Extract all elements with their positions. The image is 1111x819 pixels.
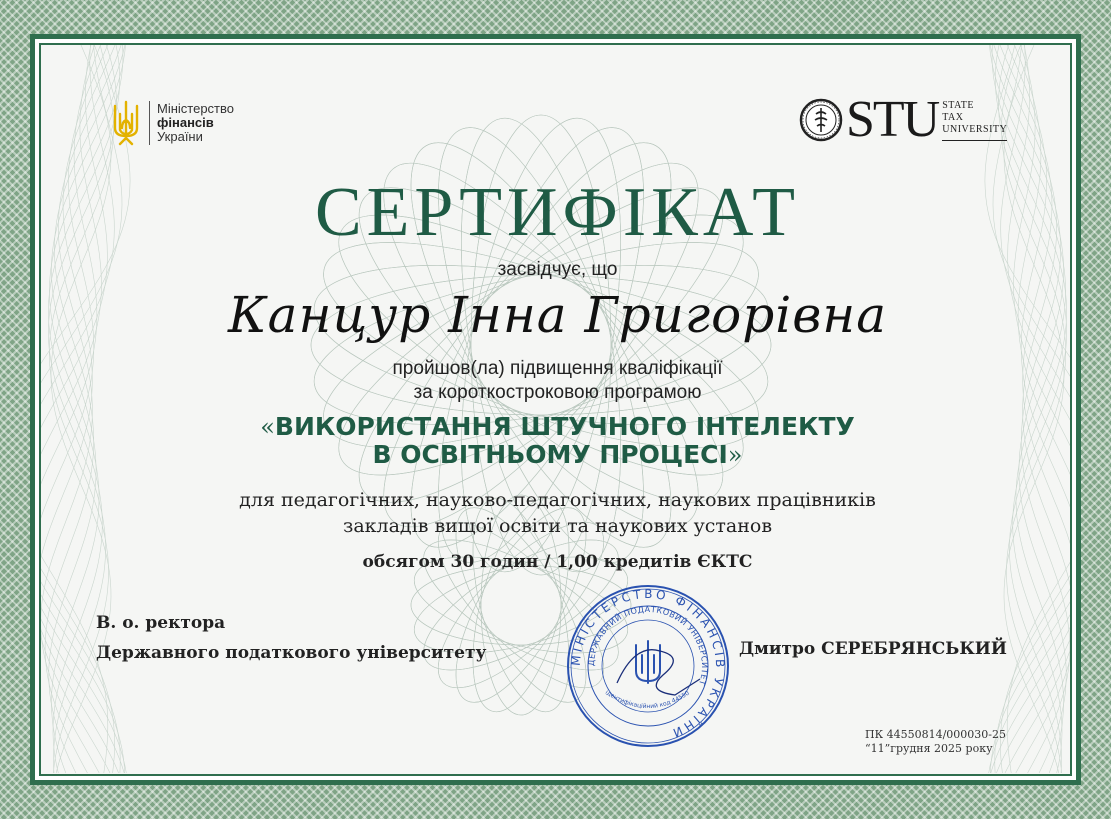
signer-position-line-2: Державного податкового університету	[96, 643, 487, 663]
university-line-3: UNIVERSITY	[942, 123, 1008, 135]
signer-position-line-1: В. о. ректора	[96, 613, 226, 633]
signer-name: Дмитро СЕРЕБРЯНСЬКИЙ	[739, 639, 1007, 659]
program-title-line-1	[41, 413, 1072, 441]
ministry-line-2: фінансів	[157, 115, 214, 130]
program-intro: за короткостроковою програмою	[413, 382, 702, 403]
quote-close: »	[727, 441, 743, 469]
document-reference	[865, 728, 1006, 756]
completion-text: пройшов(ла) підвищення кваліфікації	[392, 358, 723, 379]
stamp-code-text: ідентифікаційний код 44550	[603, 688, 691, 711]
stamp-inner-text: ДЕРЖАВНИЙ ПОДАТКОВИЙ УНІВЕРСИТЕТ	[586, 604, 710, 687]
program-title-line-2	[41, 441, 1072, 469]
certificate-title: СЕРТИФІКАТ	[314, 174, 800, 251]
trident-icon	[111, 100, 141, 146]
quote-open: «	[260, 413, 275, 441]
university-line-1: STATE	[942, 99, 974, 111]
university-abbr: STU	[846, 91, 939, 148]
program-line-1-text: ВИКОРИСТАННЯ ШТУЧНОГО ІНТЕЛЕКТУ	[274, 412, 855, 441]
audience-line-2: закладів вищої освіти та наукових установ	[342, 515, 773, 537]
program-line-2-text: В ОСВІТНЬОМУ ПРОЦЕСІ	[372, 440, 728, 469]
ministry-line-3: України	[157, 129, 203, 144]
certifies-text: засвідчує, що	[497, 259, 618, 280]
university-seal-icon	[799, 98, 843, 142]
logo-divider	[149, 101, 150, 145]
ministry-name	[157, 102, 234, 144]
signer-position	[96, 608, 486, 668]
document-number: ПК 44550814/000030-25	[865, 728, 1007, 741]
course-volume: обсягом 30 годин / 1,00 кредитів ЄКТС	[362, 552, 753, 572]
university-name	[942, 100, 1007, 141]
signature-stroke	[617, 650, 700, 695]
stamp-trident-icon	[636, 641, 660, 683]
university-line-2: TAX	[942, 111, 964, 123]
document-date: “11”грудня 2025 року	[865, 742, 993, 755]
university-logo	[799, 91, 1008, 148]
certificate-frame	[30, 34, 1081, 785]
audience-line-1: для педагогічних, науково-педагогічних, наукових працівників	[239, 489, 876, 511]
ministry-logo	[111, 100, 234, 146]
certificate-body	[39, 43, 1072, 776]
ministry-line-1: Міністерство	[157, 101, 234, 116]
program-title	[41, 413, 1072, 469]
recipient-name: Канцур Інна Григорівна	[227, 286, 888, 344]
audience-text	[41, 487, 1072, 539]
official-stamp	[565, 583, 731, 749]
stamp-outer-text: МІНІСТЕРСТВО ФІНАНСІВ УКРАЇНИ	[568, 586, 728, 741]
